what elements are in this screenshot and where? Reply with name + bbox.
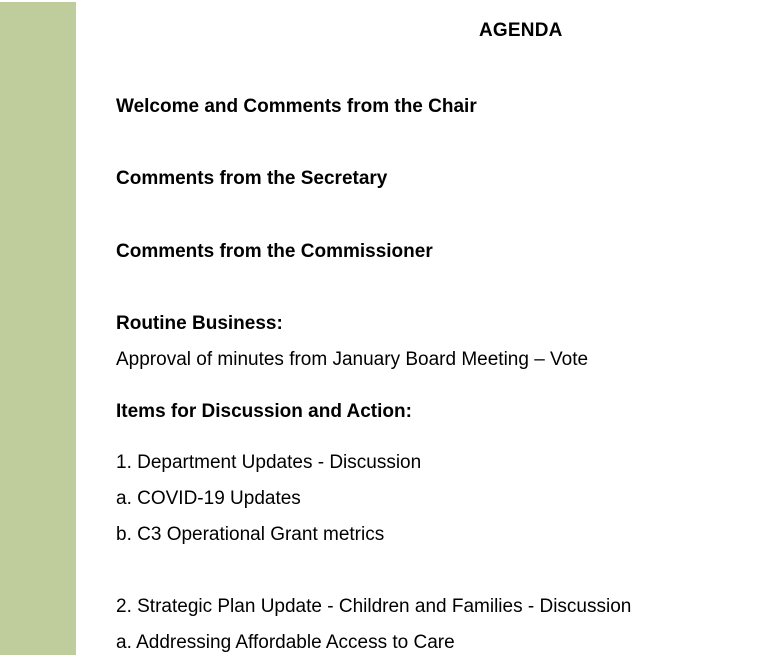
routine-item: Approval of minutes from January Board Meeting – Vote bbox=[116, 349, 589, 370]
discussion-item: 2. Strategic Plan Update - Children and Families - Discussion bbox=[116, 596, 632, 617]
heading-welcome: Welcome and Comments from the Chair bbox=[116, 96, 477, 117]
heading-routine-business: Routine Business: bbox=[116, 313, 283, 334]
heading-secretary: Comments from the Secretary bbox=[116, 168, 388, 189]
discussion-subitem: a. Addressing Affordable Access to Care bbox=[116, 632, 455, 653]
heading-commissioner: Comments from the Commissioner bbox=[116, 241, 433, 262]
discussion-subitem: b. C3 Operational Grant metrics bbox=[116, 524, 385, 545]
agenda-document bbox=[116, 0, 766, 655]
agenda-title: AGENDA bbox=[479, 20, 563, 41]
discussion-item: 1. Department Updates - Discussion bbox=[116, 452, 422, 473]
discussion-subitem: a. COVID-19 Updates bbox=[116, 488, 301, 509]
decorative-sidebar bbox=[0, 2, 76, 655]
heading-discussion-action: Items for Discussion and Action: bbox=[116, 401, 412, 422]
